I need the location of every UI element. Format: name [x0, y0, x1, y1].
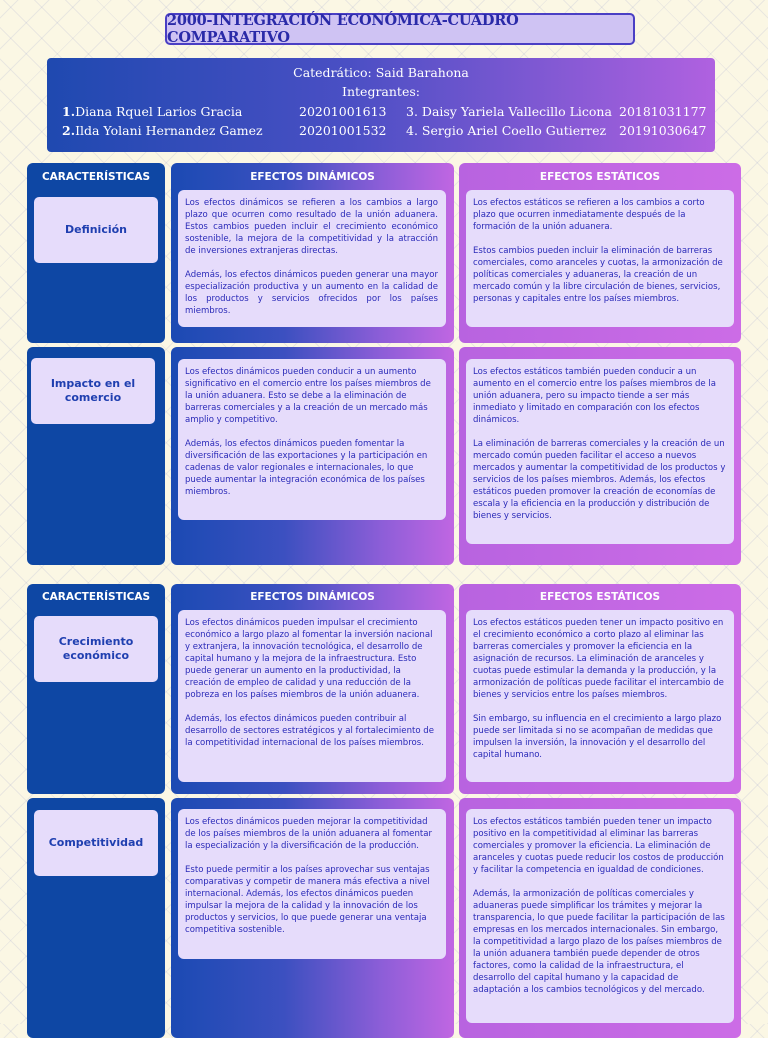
section-1-header-dynamic: EFECTOS DINÁMICOS [250, 171, 375, 183]
crecimiento-static-text: Los efectos estáticos pueden tener un impacto positivo en el crecimiento económico a corto plazo al eliminar las barreras comerciales y promover la eficiencia en la asignación de recursos. La eliminación de aranceles y cuotas puede estimular la demanda y la producción, y la armonización de políticas puede facilitar el intercambio de bienes y servicios entre los países miembros. Sin embargo, su influencia en el crecimiento a largo plazo puede ser limitada si no se acompañan de medidas que impulsen la inversión, la innovación y el desarrollo del capital humano. [466, 610, 734, 782]
member-3-id: 20181031177 [619, 104, 707, 119]
section-1-header-characteristics: CARACTERÍSTICAS [41, 171, 151, 183]
section-1-header-static: EFECTOS ESTÁTICOS [539, 171, 661, 183]
document-title: 2000-INTEGRACIÓN ECONÓMICA-CUADRO COMPARATIVO [165, 13, 635, 45]
member-1: 1.Diana Rquel Larios Gracia [62, 104, 243, 119]
member-2: 2.Ilda Yolani Hernandez Gamez [62, 123, 263, 138]
member-1-id: 20201001613 [299, 104, 387, 119]
crecimiento-dynamic-text: Los efectos dinámicos pueden impulsar el crecimiento económico a largo plazo al fomentar la inversión nacional y extranjera, la innovación tecnológica, el desarrollo de capital humano y la mejora de la infraestructura. Esto puede generar un aumento en la productividad, la creación de empleo de calidad y una reducción de la pobreza en los países miembros de la unión aduanera. Además, los efectos dinámicos pueden contribuir al desarrollo de sectores estratégicos y al fortalecimiento de la competitividad internacional de los países miembros. [178, 610, 446, 782]
section-2-header-dynamic: EFECTOS DINÁMICOS [250, 591, 375, 603]
professor-line: Catedrático: Said Barahona [293, 65, 469, 80]
impacto-comercio-dynamic-text: Los efectos dinámicos pueden conducir a un aumento significativo en el comercio entre los países miembros de la unión aduanera. Esto se debe a la eliminación de barreras comerciales y a la creación de un mercado más amplio y competitivo. Además, los efectos dinámicos pueden fomentar la diversificación de las exportaciones y la participación en cadenas de valor regionales e internacionales, lo que puede aumentar la integración económica de los países miembros. [178, 359, 446, 520]
member-2-id: 20201001532 [299, 123, 387, 138]
characteristic-impacto-comercio: Impacto en el comercio [31, 358, 155, 424]
section-2-header-static: EFECTOS ESTÁTICOS [539, 591, 661, 603]
competitividad-dynamic-text: Los efectos dinámicos pueden mejorar la competitividad de los países miembros de la unión aduanera al fomentar la especialización y la diversificación de la producción. Esto puede permitir a los países aprovechar sus ventajas comparativas y competir de manera más efectiva a nivel internacional. Además, los efectos dinámicos pueden impulsar la mejora de la calidad y la innovación de los productos y servicios, lo que puede generar una ventaja competitiva sostenible. [178, 809, 446, 959]
competitividad-static-text: Los efectos estáticos también pueden tener un impacto positivo en la competitividad al eliminar las barreras comerciales y promover la eficiencia. La eliminación de aranceles y cuotas puede reducir los costos de producción y facilitar la competencia en igualdad de condiciones. Además, la armonización de políticas comerciales y aduaneras puede simplificar los trámites y mejorar la transparencia, lo que puede facilitar la participación de las empresas en los mercados internacionales. Sin embargo, la competitividad a largo plazo de los países miembros de la unión aduanera también puede depender de otros factores, como la calidad de la infraestructura, el desarrollo del capital humano y la capacidad de adaptación a los cambios tecnológicos y del mercado. [466, 809, 734, 1023]
definicion-dynamic-text: Los efectos dinámicos se refieren a los cambios a largo plazo que ocurren como resultado de la unión aduanera. Estos cambios pueden incluir el crecimiento económico sostenible, la mejora de la competitividad y la atracción de inversiones extranjeras directas. Además, los efectos dinámicos pueden generar una mayor especialización productiva y un aumento en la calidad de los productos y servicios ofrecidos por los países miembros. [178, 190, 446, 327]
members-heading: Integrantes: [342, 84, 420, 99]
characteristic-crecimiento-economico: Crecimiento económico [34, 616, 158, 682]
header-panel [47, 58, 715, 152]
member-3: 3. Daisy Yariela Vallecillo Licona [406, 104, 612, 119]
impacto-comercio-static-text: Los efectos estáticos también pueden conducir a un aumento en el comercio entre los países miembros de la unión aduanera, pero su impacto tiende a ser más inmediato y limitado en comparación con los efectos dinámicos. La eliminación de barreras comerciales y la creación de un mercado común pueden facilitar el acceso a nuevos mercados y aumentar la competitividad de los productos y servicios de los países miembros. Además, los efectos estáticos pueden promover la creación de economías de escala y la eficiencia en la producción y distribución de bienes y servicios. [466, 359, 734, 544]
characteristic-definicion: Definición [34, 197, 158, 263]
member-4: 4. Sergio Ariel Coello Gutierrez [406, 123, 607, 138]
characteristic-competitividad: Competitividad [34, 810, 158, 876]
member-4-id: 20191030647 [619, 123, 707, 138]
section-2-header-characteristics: CARACTERÍSTICAS [41, 591, 151, 603]
definicion-static-text: Los efectos estáticos se refieren a los cambios a corto plazo que ocurren inmediatamente después de la formación de la unión aduanera. Estos cambios pueden incluir la eliminación de barreras comerciales, como aranceles y cuotas, la armonización de políticas comerciales y aduaneras, la creación de un mercado común y la libre circulación de bienes, servicios, personas y capitales entre los países miembros. [466, 190, 734, 327]
